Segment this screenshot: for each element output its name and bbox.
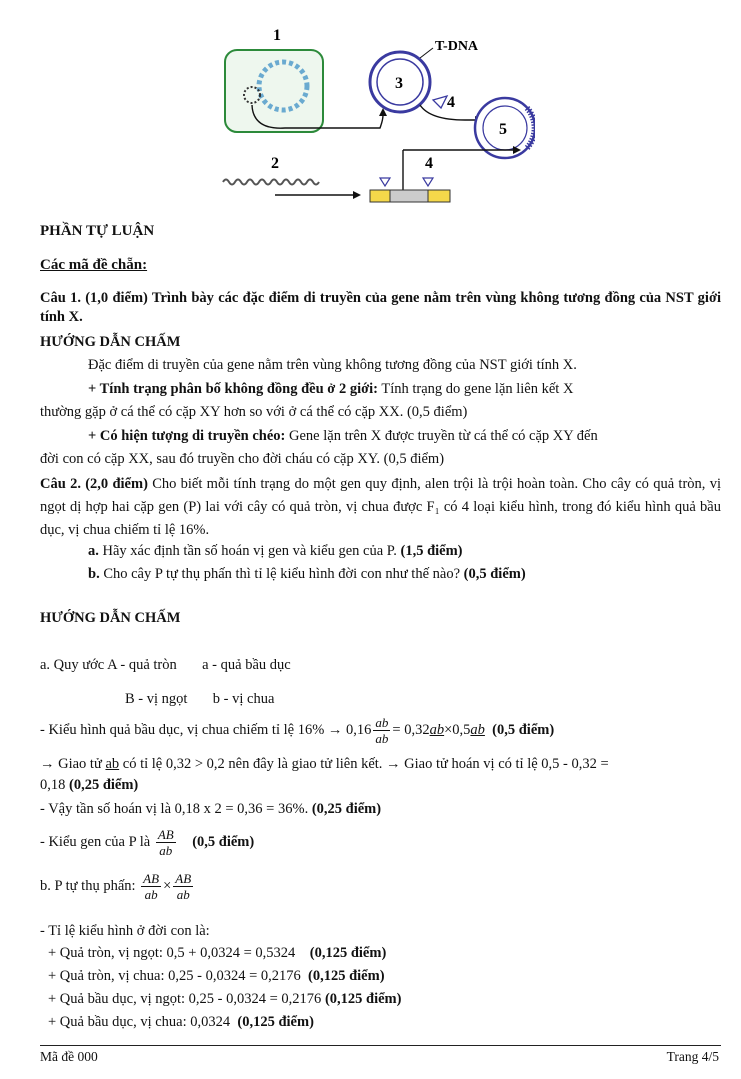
- q2-part-b: b. Cho cây P tự thụ phấn thì tỉ lệ kiểu hình đời con như thế nào? (0,5 điểm): [88, 566, 526, 582]
- label-3: 3: [395, 75, 403, 92]
- t-dna-label: T-DNA: [435, 39, 479, 54]
- label-4b: 4: [425, 155, 433, 172]
- convention-1: a. Quy ước A - quả tròn a - quả bầu dục: [40, 657, 291, 673]
- section-title: PHẦN TỰ LUẬN: [40, 223, 155, 239]
- result-1: + Quả tròn, vị ngọt: 0,5 + 0,0324 = 0,5324 (0,125 điểm): [48, 945, 387, 961]
- result-4: + Quả bầu dục, vị chua: 0,0324 (0,125 điểm): [48, 1014, 314, 1030]
- label-5: 5: [499, 121, 507, 138]
- label-1: 1: [273, 27, 281, 44]
- q2-title: Câu 2. (2,0 điểm) Cho biết mỗi tính trạng do một gen quy định, alen trội là trội hoàn toàn. Cho cây có quả tròn, vị ngọt dị hợp hai cặp gen (P) lai với cây có quả tròn, vị chua được F₁ có 4 loại kiểu hình, trong đó kiểu hình quả bầu dục, vị chua chiếm tỉ lệ 16%.: [40, 476, 721, 538]
- gene-dna-strand: [223, 180, 319, 185]
- line-ratio: - Kiểu hình quả bầu dục, vị chua chiếm tỉ lệ 16% → 0,16 $\frac{ab}{ab}$ = 0,32ab×0,5ab (0,5 điểm): [40, 715, 555, 747]
- q1-guide: HƯỚNG DẪN CHẤM: [40, 334, 181, 350]
- line-genotype: - Kiểu gen của P là $\frac{AB}{ab}$ (0,5 điểm): [40, 827, 255, 859]
- restriction-site-mark: [433, 96, 447, 108]
- q2-guide: HƯỚNG DẪN CHẤM: [40, 610, 181, 626]
- q1-point2-cont: đời con có cặp XX, sau đó truyền cho đời cháu có cặp XY. (0,5 điểm): [40, 451, 445, 467]
- result-2: + Quả tròn, vị chua: 0,25 - 0,0324 = 0,2176 (0,125 điểm): [48, 968, 385, 984]
- line-gamete-cont: 0,18 (0,25 điểm): [40, 777, 139, 793]
- line-ratio-header: - Tỉ lệ kiểu hình ở đời con là:: [40, 923, 210, 939]
- bacterium-cell: [225, 50, 323, 132]
- q2-part-a: a. Hãy xác định tần số hoán vị gen và kiểu gen của P. (1,5 điểm): [88, 543, 463, 559]
- q1-title: Câu 1. (1,0 điểm) Trình bày các đặc điểm di truyền của gene nằm trên vùng không tương đồng của NST giới tính X.: [40, 290, 721, 325]
- line-frequency: - Vậy tần số hoán vị là 0,18 x 2 = 0,36 = 36%. (0,25 điểm): [40, 801, 382, 817]
- label-2: 2: [271, 155, 279, 172]
- convention-2: B - vị ngọt b - vị chua: [125, 691, 275, 707]
- line-self-pollination: b. P tự thụ phấn: $\frac{AB}{ab}$ × $\frac{AB}{ab}$: [40, 871, 192, 903]
- subtitle: Các mã đề chẵn:: [40, 257, 148, 273]
- q1-intro: Đặc điểm di truyền của gene nằm trên vùng không tương đồng của NST giới tính X.: [88, 357, 577, 373]
- plasmid-diagram: [215, 20, 535, 210]
- q1-point1: + Tính trạng phân bố không đồng đều ở 2 giới: Tính trạng do gene lặn liên kết X: [88, 381, 574, 397]
- footer-code: Mã đề 000: [40, 1049, 98, 1064]
- line-gamete: → Giao tử ab có tỉ lệ 0,32 > 0,2 nên đây là giao tử liên kết. → Giao tử hoán vị có tỉ lệ 0,5 - 0,32 =: [40, 756, 609, 772]
- q1-point2: + Có hiện tượng di truyền chéo: Gene lặn trên X được truyền từ cá thể có cặp XY đến: [88, 428, 598, 444]
- q1-point1-cont: thường gặp ở cá thể có cặp XY hơn so với ở cá thể có cặp XX. (0,5 điểm): [40, 404, 468, 420]
- footer-divider: [40, 1045, 721, 1046]
- result-3: + Quả bầu dục, vị ngọt: 0,25 - 0,0324 = 0,2176 (0,125 điểm): [48, 991, 402, 1007]
- label-4a: 4: [447, 94, 455, 111]
- footer-page: Trang 4/5: [666, 1049, 719, 1064]
